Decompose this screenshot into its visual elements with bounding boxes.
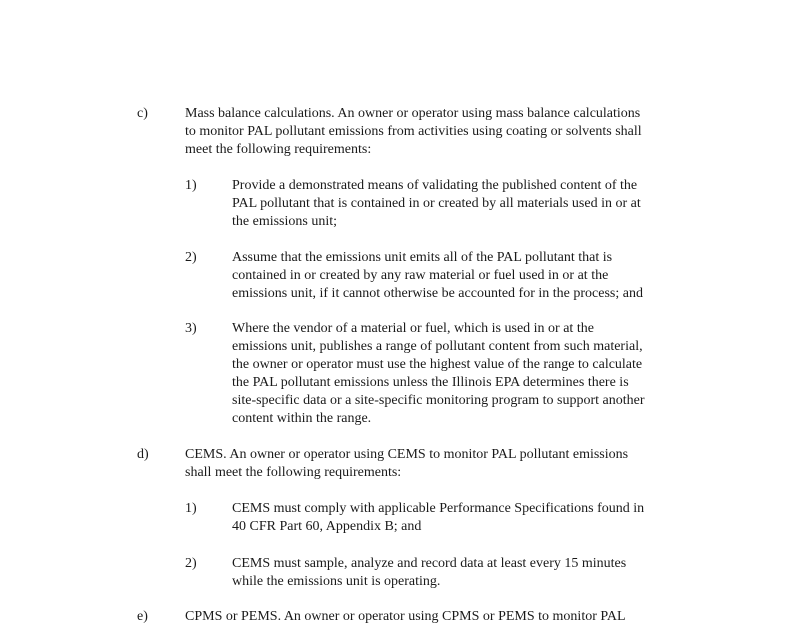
section-text-d: CEMS. An owner or operator using CEMS to monitor PAL pollutant emissions shall meet the following requirements: bbox=[185, 447, 629, 480]
item-label-d2: 2) bbox=[185, 556, 197, 571]
item-text-c2: Assume that the emissions unit emits all of the PAL pollutant that is contained in or created by any raw material or fuel used in or at the emissions unit, if it cannot otherwise be accounted for in the process; and bbox=[232, 250, 643, 301]
item-label-d1: 1) bbox=[185, 501, 197, 516]
item-label-c3: 3) bbox=[185, 321, 197, 336]
section-label-c: c) bbox=[137, 106, 148, 121]
section-text-c: Mass balance calculations. An owner or operator using mass balance calculations to monitor PAL pollutant emissions from activities using coating or solvents shall meet the following requirements: bbox=[185, 106, 642, 157]
section-label-d: d) bbox=[137, 447, 149, 462]
section-text-e: CPMS or PEMS. An owner or operator using CPMS or PEMS to monitor PAL bbox=[185, 609, 626, 624]
item-text-c3: Where the vendor of a material or fuel, which is used in or at the emissions unit, publishes a range of pollutant content from such material, the owner or operator must use the highest value of the range to calculate the PAL pollutant emissions unless the Illinois EPA determines there is site-specific data or a site-specific monitoring program to support another content within the range. bbox=[232, 321, 645, 426]
item-text-d1: CEMS must comply with applicable Performance Specifications found in 40 CFR Part 60, Appendix B; and bbox=[232, 501, 645, 534]
section-label-e: e) bbox=[137, 609, 148, 624]
item-label-c1: 1) bbox=[185, 178, 197, 193]
item-label-c2: 2) bbox=[185, 250, 197, 265]
item-text-c1: Provide a demonstrated means of validating the published content of the PAL pollutant that is contained in or created by all materials used in or at the emissions unit; bbox=[232, 178, 641, 229]
item-text-d2: CEMS must sample, analyze and record data at least every 15 minutes while the emissions unit is operating. bbox=[232, 556, 627, 589]
